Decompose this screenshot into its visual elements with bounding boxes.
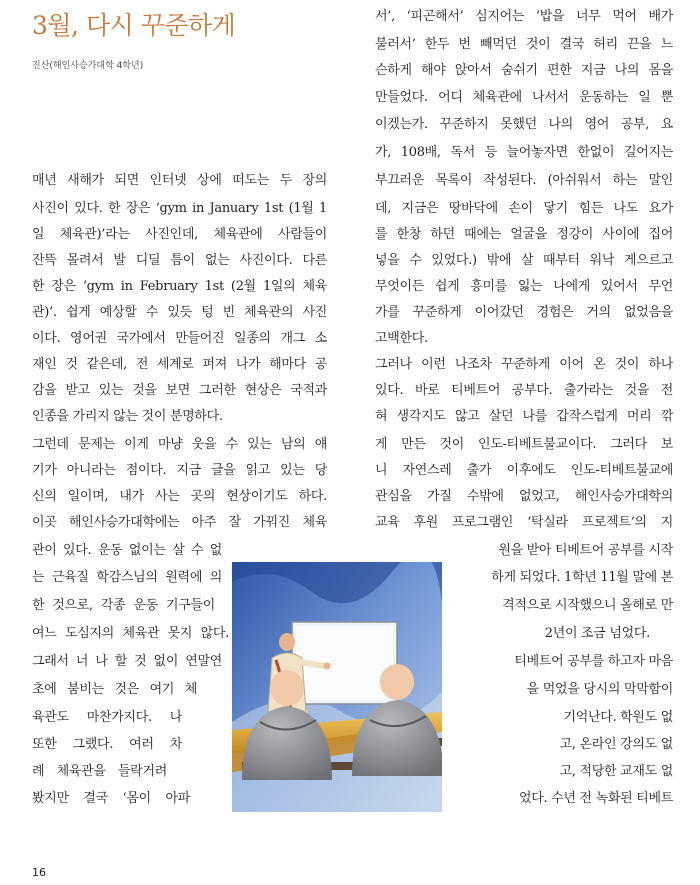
text-line: 하게 되었다. 1학년 11월 말에 본 <box>491 570 673 585</box>
text-line: 일 체육관)’라는 사진인데, 체육관에 사람들이 <box>32 227 327 242</box>
text-line: 고, 적당한 교재도 없 <box>559 764 673 779</box>
text-line: 초에 붐비는 것은 여기 체 <box>32 682 197 697</box>
text-line: 을 먹었을 당시의 막막함이 <box>526 682 673 697</box>
text-line: 불러서’ 한두 번 빼먹던 것이 결국 허리 끈을 느 <box>375 37 673 52</box>
text-line: 기억난다. 학원도 없 <box>563 710 673 725</box>
text-line: 사진이 있다. 한 장은 ‘gym in January 1st (1월 1 <box>32 201 327 216</box>
text-line: 격적으로 시작했으니 올해로 만 <box>502 598 673 613</box>
author-byline: 진산(해인사승가대학 4학년) <box>32 61 144 71</box>
text-line: 무엇이든 쉽게 흥미를 잃는 나에게 있어서 무언 <box>375 279 673 294</box>
text-line: 관이 있다. 운동 없이는 살 수 없 <box>32 543 222 558</box>
text-line: 신의 일이며, 내가 사는 곳의 현상이기도 하다. <box>32 489 327 504</box>
text-line: 한 것으로, 각종 운동 기구들이 <box>32 598 215 613</box>
text-line: 관)’. 쉽게 예상할 수 있듯 텅 빈 체육관의 사진 <box>32 305 327 320</box>
text-line: 감을 받고 있는 것을 보면 그러한 현상은 국적과 <box>32 383 327 398</box>
text-line: 교육 후원 프로그램인 ‘탁실라 프로젝트’의 지 <box>375 515 673 530</box>
article-title: 3월, 다시 꾸준하게 <box>32 11 236 40</box>
text-line: 서’, ‘피곤해서’ 심지어는 ‘밥을 너무 먹어 배가 <box>375 9 673 24</box>
text-line: 매년 새해가 되면 인터넷 상에 떠도는 두 장의 <box>32 173 327 188</box>
text-line: 이겠는가. 꾸준하지 못했던 나의 영어 공부, 요 <box>375 117 673 132</box>
text-line: 슨하게 해야 앉아서 숨쉬기 편한 지금 나의 몸을 <box>375 63 673 78</box>
lecture-illustration-svg <box>232 562 442 812</box>
text-line: 고, 온라인 강의도 없 <box>559 737 673 752</box>
text-line: 또한 그랬다. 여러 차 <box>32 737 182 752</box>
text-line: 혀 생각지도 않고 살던 나를 갑작스럽게 머리 깎 <box>375 409 673 424</box>
text-line: 원을 받아 티베트어 공부를 시작 <box>498 543 673 558</box>
text-line: 재인 것 같은데, 전 세계로 퍼져 나가 해마다 공 <box>32 357 327 372</box>
text-line: 봤지만 결국 ‘몸이 아파 <box>32 791 190 806</box>
text-line: 게 만든 것이 인도-티베트불교이다. 그러다 보 <box>375 437 673 452</box>
text-line: 기가 아니라는 점이다. 지금 글을 읽고 있는 당 <box>32 463 327 478</box>
text-line: 넣을 수 있었다.) 밖에 살 때부터 워낙 게으르고 <box>375 253 673 268</box>
text-line: 2년이 조금 넘었다. <box>544 626 650 641</box>
text-line: 티베트어 공부를 하고자 마음 <box>514 654 673 669</box>
text-line: 를 한창 하던 때에는 얼굴을 정강이 사이에 집어 <box>375 227 673 242</box>
text-line: 는 근육질 학감스님의 원력에 의 <box>32 570 222 585</box>
text-line: 육관도 마찬가지다. 나 <box>32 710 182 725</box>
page-number: 16 <box>32 866 46 879</box>
text-line: 이다. 영어권 국가에서 만들어진 일종의 개그 소 <box>32 331 327 346</box>
text-line: 있다. 바로 티베트어 공부다. 출가라는 것을 전 <box>375 383 673 398</box>
text-line: 관심을 가질 수밖에 없었고, 해인사승가대학의 <box>375 489 673 504</box>
text-line: 한 장은 ‘gym in February 1st (2월 1일의 체육 <box>32 279 327 294</box>
text-line: 그래서 너 나 할 것 없이 연말연 <box>32 654 222 669</box>
text-line: 만들었다. 어디 체육관에 나서서 운동하는 일 뿐 <box>375 90 673 105</box>
text-line: 데, 지금은 땅바닥에 손이 닿기 힘든 나도 요가 <box>375 201 673 216</box>
text-line: 었다. 수년 전 녹화된 티베트 <box>519 791 673 806</box>
text-line: 고백한다. <box>375 331 428 346</box>
text-line: 그러나 이런 나조차 꾸준하게 이어 온 것이 하나 <box>375 357 673 372</box>
text-line: 잔뜩 몰려서 발 디딜 틈이 없는 사진이다. 다른 <box>32 253 327 268</box>
text-line: 례 체육관을 들락거려 <box>32 764 167 779</box>
text-line: 부끄러운 목록이 작성된다. (아쉬워서 하는 말인 <box>375 173 673 188</box>
text-line: 그런데 문제는 이게 마냥 웃을 수 있는 남의 얘 <box>32 437 327 452</box>
lecture-illustration <box>232 562 442 812</box>
text-line: 가를 꾸준하게 이어갔던 경험은 거의 없었음을 <box>375 305 673 320</box>
text-line: 가, 108배, 독서 등 늘어놓자면 한없이 길어지는 <box>375 145 673 160</box>
text-line: 인종을 가리지 않는 것이 분명하다. <box>32 409 223 424</box>
text-line: 이곳 해인사승가대학에는 아주 잘 가꿔진 체육 <box>32 515 327 530</box>
text-line: 니 자연스레 출가 이후에도 인도-티베트불교에 <box>375 463 673 478</box>
text-line: 여느 도심지의 체육관 못지 않다. <box>32 626 229 641</box>
